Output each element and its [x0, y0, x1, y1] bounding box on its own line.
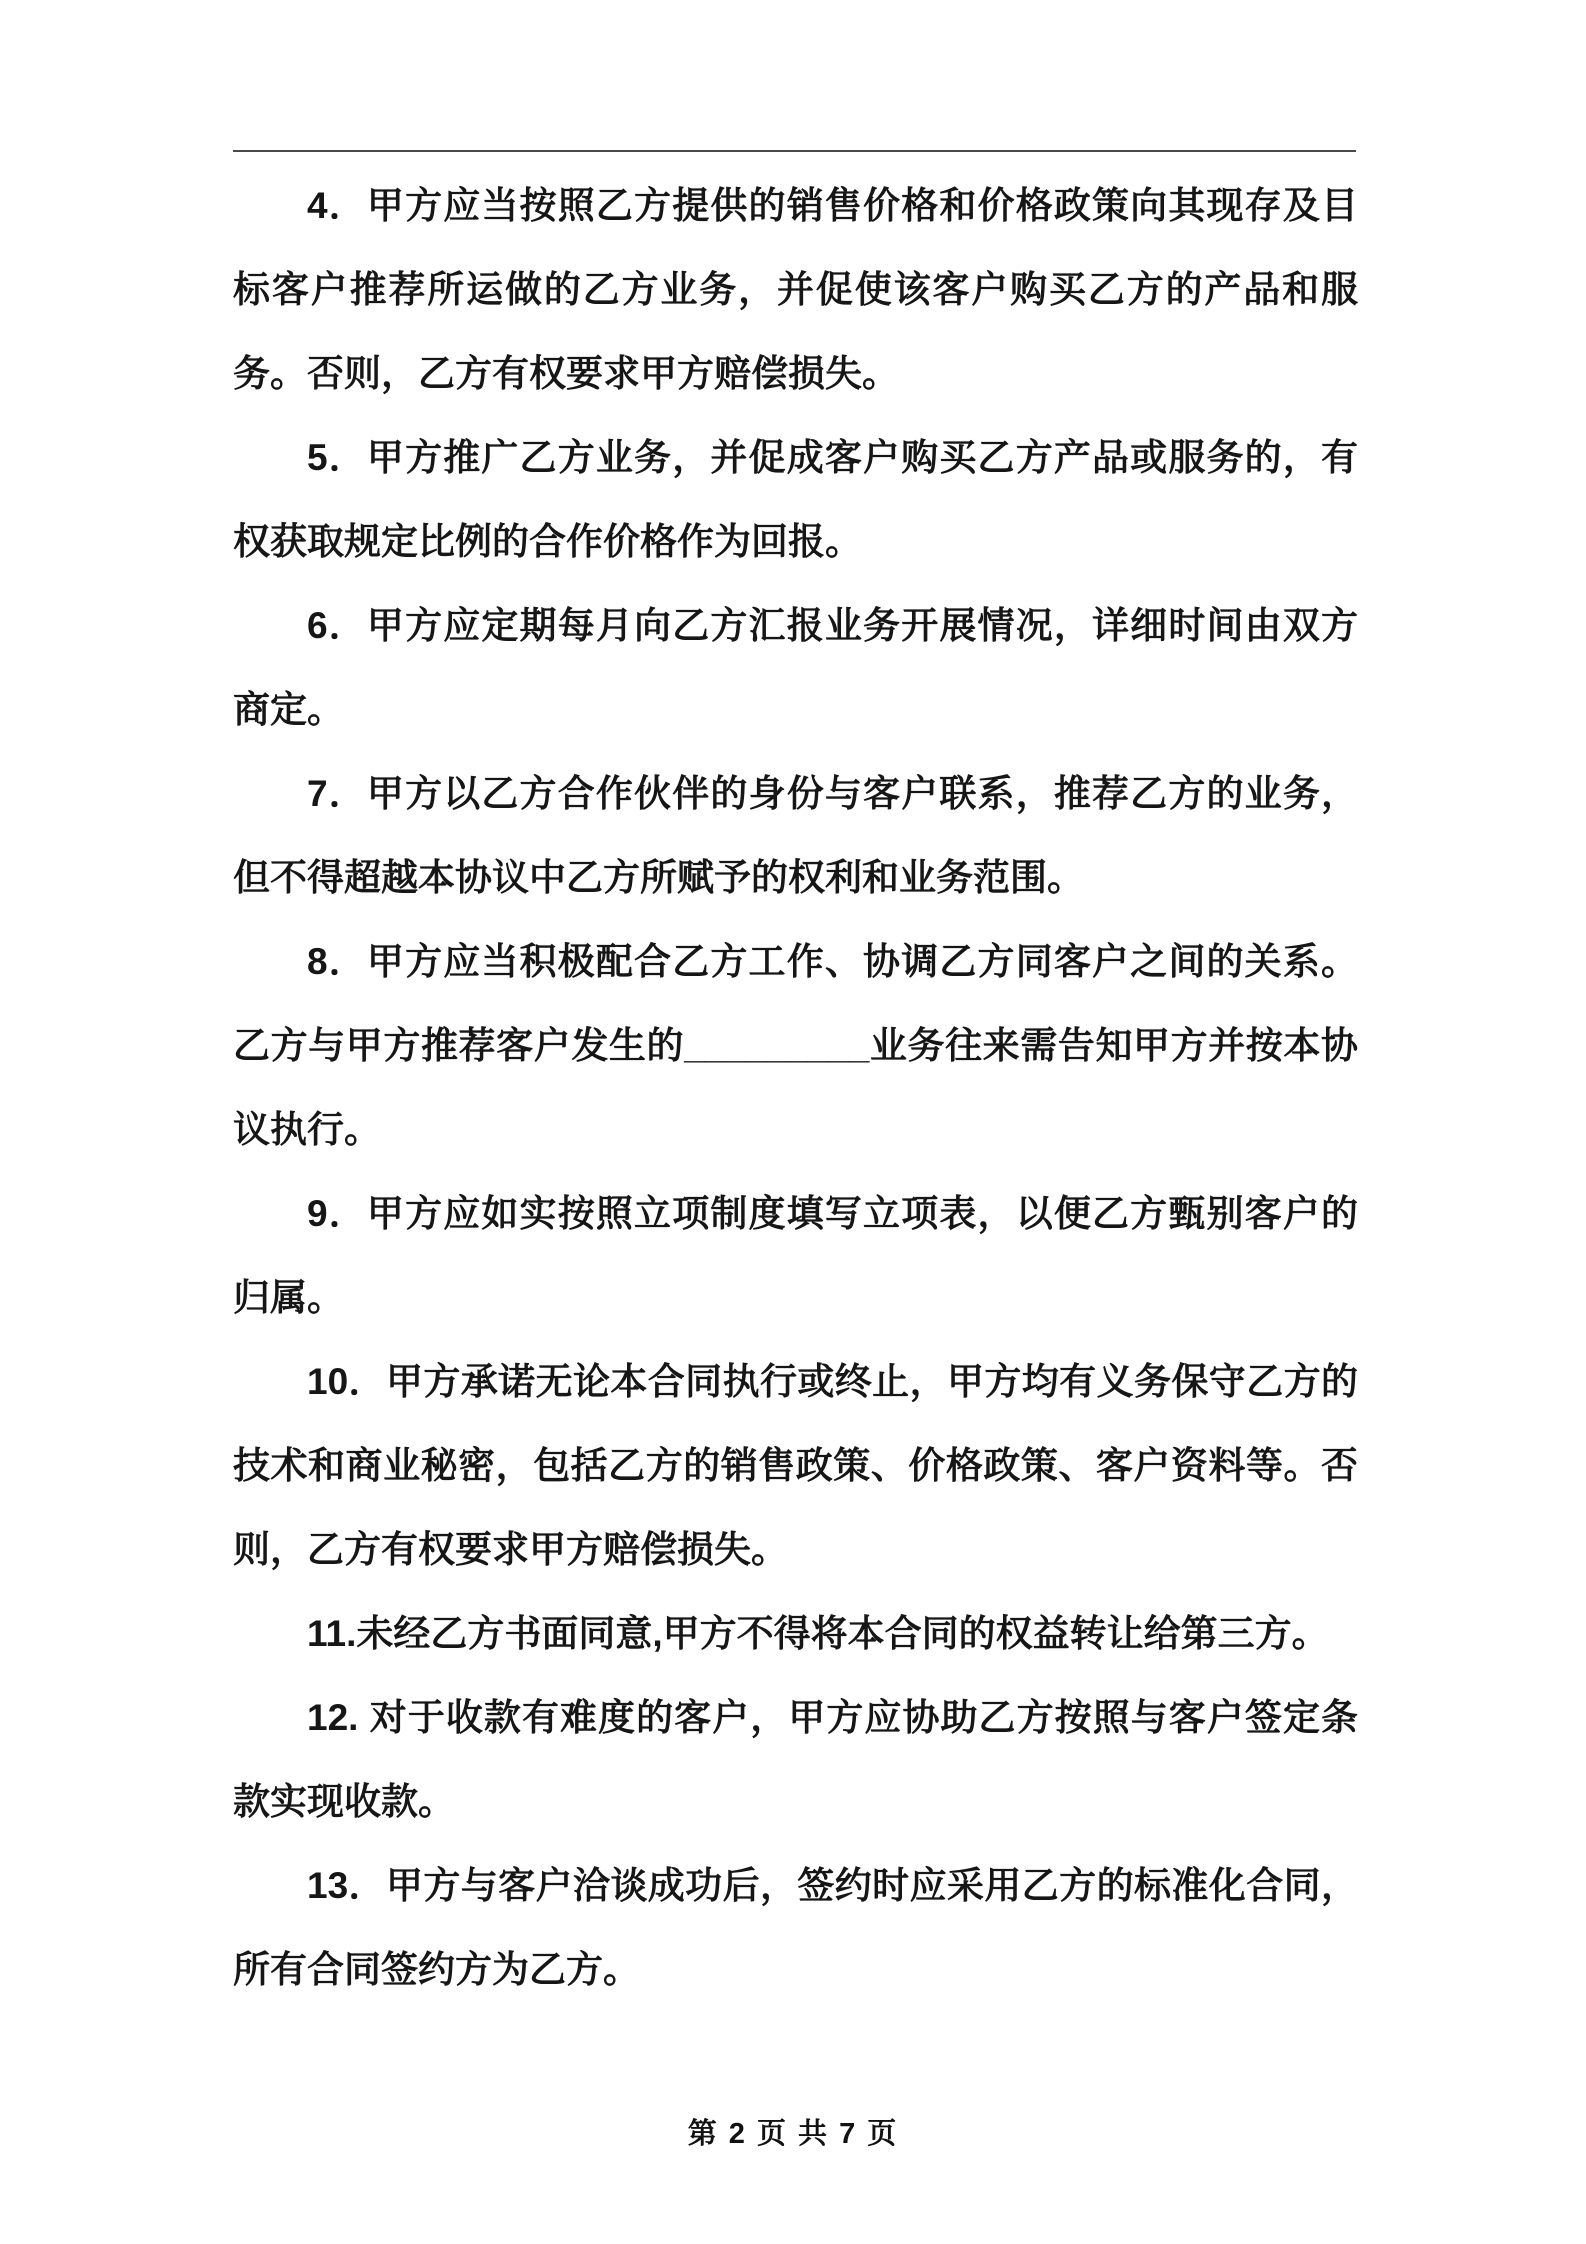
- page-number-footer: 第 2 页 共 7 页: [687, 2118, 899, 2150]
- clause-paragraph-5: 5．甲方推广乙方业务，并促成客户购买乙方产品或服务的，有权获取规定比例的合作价格作为回报。: [233, 437, 1358, 562]
- clause-paragraph-4: 4．甲方应当按照乙方提供的销售价格和价格政策向其现存及目标客户推荐所运做的乙方业务，并促使该客户购买乙方的产品和服务。否则，乙方有权要求甲方赔偿损失。: [233, 185, 1358, 394]
- clause-paragraph-8: 8．甲方应当积极配合乙方工作、协调乙方同客户之间的关系。乙方与甲方推荐客户发生的_________业务往来需告知甲方并按本协议执行。: [233, 941, 1358, 1150]
- clause-paragraph-9: 9．甲方应如实按照立项制度填写立项表，以便乙方甄别客户的归属。: [233, 1193, 1358, 1318]
- clause-paragraph-6: 6．甲方应定期每月向乙方汇报业务开展情况，详细时间由双方商定。: [233, 605, 1358, 730]
- clause-paragraph-10: 10．甲方承诺无论本合同执行或终止，甲方均有义务保守乙方的技术和商业秘密，包括乙方的销售政策、价格政策、客户资料等。否则，乙方有权要求甲方赔偿损失。: [233, 1361, 1358, 1570]
- clause-paragraph-7: 7．甲方以乙方合作伙伴的身份与客户联系，推荐乙方的业务，但不得超越本协议中乙方所赋予的权利和业务范围。: [233, 773, 1358, 898]
- header-rule: [233, 150, 1356, 152]
- clause-paragraph-13: 13．甲方与客户洽谈成功后，签约时应采用乙方的标准化合同，所有合同签约方为乙方。: [233, 1865, 1358, 1990]
- clause-paragraph-11: 11.未经乙方书面同意,甲方不得将本合同的权益转让给第三方。: [307, 1613, 1329, 1654]
- clause-paragraph-12: 12. 对于收款有难度的客户，甲方应协助乙方按照与客户签定条款实现收款。: [233, 1697, 1358, 1822]
- document-body: [233, 164, 1358, 2012]
